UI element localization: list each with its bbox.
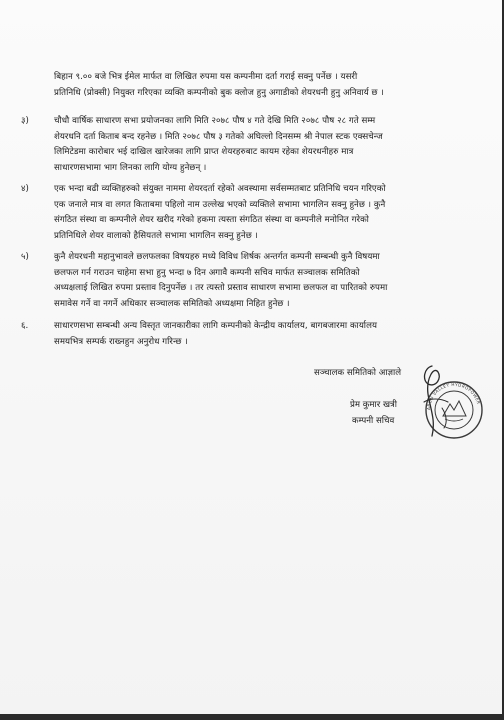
paragraph-line: प्रतिनिधि (प्रोक्सी) नियुक्त गरिएका व्यक्ति कम्पनीको बुक क्लोज हुनु अगाडीको शेयरधनी हुनु अनिवार्य छ । xyxy=(54,87,384,98)
paragraph-continuation xyxy=(54,70,384,101)
paragraph-number: ६. xyxy=(21,321,29,331)
paragraph-line: शेयरधनि दर्ता किताब बन्द रहनेछ । मिति २०७८ पौष ३ गतेको अघिल्लो दिनसम्म श्री नेपाल स्टक एक्सचेन्ज xyxy=(54,131,383,142)
paragraph-line: संगठित संस्था वा कम्पनीले शेयर खरीद गरेको हकमा त्यस्ता संगठित संस्था वा कम्पनीले मनोनित गरेको xyxy=(54,215,369,225)
paragraph-number: ३) xyxy=(21,116,29,126)
paragraph-line: एक भन्दा बढी व्यक्तिहरुको संयुक्त नाममा शेयरदर्ता रहेको अवस्थामा सर्वसम्मतबाट प्रतिनिधि चयन गरिएको xyxy=(54,184,386,194)
paragraph-3 xyxy=(21,114,383,176)
scan-edge xyxy=(0,714,504,720)
paragraph-line: एक जनाले मात्र वा लगत किताबमा पहिलो नाम उल्लेख भएको व्यक्तिले सभामा भागलिन सक्नु हुनेछ । कुनै xyxy=(54,199,386,210)
signatory-title: कम्पनी सचिव xyxy=(352,416,395,426)
handwritten-signature-icon xyxy=(402,358,462,448)
paragraph-line: चौधौ वार्षिक साधारण सभा प्रयोजनका लागि मिति २०७८ पौष ४ गते देखि मिति २०७८ पौष २८ गते सम्म xyxy=(54,116,376,126)
paragraph-number: ४) xyxy=(21,184,29,194)
paragraph-number: ५) xyxy=(21,252,29,262)
paragraph-line: बिहान ९.०० बजे भित्र ईमेल मार्फत वा लिखित रुपमा यस कम्पनीमा दर्ता गराई सक्नु पर्नेछ । यसरी xyxy=(54,72,358,82)
paragraph-line: प्रतिनिधिले शेयर वालाको हैसियतले सभामा भागलिन सक्नु हुनेछ । xyxy=(54,230,258,241)
paragraph-line: समावेस गर्ने वा नगर्ने अधिकार सञ्चालक समितिको अध्यक्षमा निहित हुनेछ । xyxy=(54,298,290,309)
signature-order-line: सञ्चालक समितिको आज्ञाले xyxy=(314,368,402,378)
paragraph-line: छलफल गर्न गराउन चाहेमा सभा हुनु भन्दा ७ दिन अगावै कम्पनी सचिव मार्फत सञ्चालक समितिको xyxy=(54,267,360,278)
paragraph-line: कुनै शेयरधनी महानुभावले छलफलका विषयहरु मध्ये विविध शिर्षक अन्तर्गत कम्पनी सम्बन्धी कुनै विषयमा xyxy=(54,252,380,262)
paragraph-line: साधारणसभा सम्बन्धी अन्य विस्तृत जानकारीका लागि कम्पनीको केन्द्रीय कार्यालय, बागबजारमा कार्यालय xyxy=(54,321,377,331)
paragraph-line: लिमिटेडमा कारोबार भई दाखिल खारेजका लागि प्राप्त शेयरहरुबाट कायम रहेका शेयरधनीहरु मात्र xyxy=(54,147,354,157)
svg-text:ARUN VALLEY HYDROPOWER: ARUN VALLEY HYDROPOWER xyxy=(425,381,482,411)
paragraph-4 xyxy=(21,182,386,244)
paragraph-line: अध्यक्षलाई लिखित रुपमा प्रस्ताव दिनुपर्नेछ । तर त्यस्तो प्रस्ताव साधारण सभामा छलफल वा पारितको रुपमा xyxy=(54,283,388,293)
signatory-name: प्रेम कुमार खत्री xyxy=(350,400,397,410)
paragraph-6 xyxy=(21,319,377,350)
paragraph-line: समयभित्र सम्पर्क राख्नहुन अनुरोध गरिन्छ । xyxy=(54,336,188,347)
paragraph-line: साधारणसभामा भाग लिनका लागि योग्य हुनेछन् । xyxy=(54,162,207,173)
paragraph-5 xyxy=(21,250,388,312)
